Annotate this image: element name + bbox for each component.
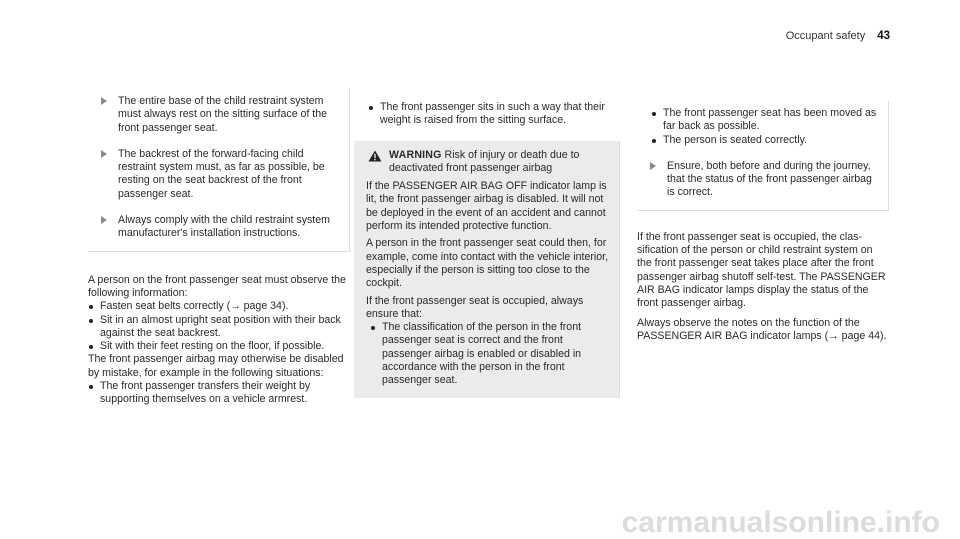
warning-triangle-icon — [368, 150, 382, 162]
warning-paragraph: A person in the front passenger seat could then, for example, come into contact with the vehicle interior, especially if the person is sitting too close to the cockpit. — [366, 237, 609, 290]
warning-title: Risk of injury or death due to deactivated front passenger airbag — [389, 148, 580, 174]
intro-paragraph: A person on the front passenger seat must observe the following information: — [88, 273, 346, 299]
warning-bullet-list — [366, 321, 609, 387]
instruction-steps — [88, 88, 350, 252]
list-item: The person is seated correctly. — [651, 134, 878, 147]
warning-heading — [366, 149, 609, 176]
step-item — [88, 95, 339, 135]
step-item — [88, 148, 339, 201]
list-item: The front passenger seat has been moved as far back as possible. — [651, 107, 878, 134]
warning-body — [366, 180, 609, 387]
bullet-list — [354, 101, 620, 128]
bullet-list — [88, 300, 350, 353]
step-arrow-icon — [101, 216, 107, 224]
list-item: The front passenger sits in such a way that their weight is raised from the sitting surface. — [368, 101, 620, 128]
paragraph: Always observe the notes on the function of the PASSENGER AIR BAG indicator lamps (→ page 44). — [637, 316, 887, 342]
step-item — [88, 214, 339, 241]
warning-keyword: WARNING — [389, 148, 442, 161]
section-title: Occupant safety — [785, 30, 866, 42]
step-text: The backrest of the forward-facing child restraint system must, as far as possible, be resting on the seat backrest of the front passenger seat. — [118, 147, 325, 200]
step-text: Ensure, both before and during the journey, that the status of the front passenger airbag is correct. — [667, 159, 872, 199]
step-text: The entire base of the child restraint system must always rest on the sitting surface of the front passenger seat. — [118, 95, 328, 134]
warning-paragraph: If the front passenger seat is occupied, always ensure that: — [366, 294, 584, 320]
warning-box — [354, 141, 620, 398]
paragraph: If the front passenger seat is occupied, the classification of the person or child restraint system on the front passenger seat takes place after the front passenger airbag shutoff self-test. The PASSENGER AIR BAG indicator lamps display the status of the front passenger airbag. — [637, 230, 886, 310]
step-arrow-icon — [650, 162, 656, 170]
page-header — [700, 30, 890, 43]
step-arrow-icon — [101, 97, 107, 105]
paragraph: The front passenger airbag may otherwise be disabled by mistake, for example in the following situations: — [88, 353, 344, 379]
column-3 — [637, 101, 889, 343]
list-item: Sit in an almost upright seat position with their back against the seat backrest. — [88, 314, 350, 341]
step-item — [637, 160, 878, 200]
watermark: carmanualsonline.info — [621, 505, 940, 539]
list-item: The classification of the person in the front passenger seat is correct and the front passenger airbag is enabled or disabled in accordance with the person in the front passenger seat. — [370, 321, 609, 387]
bullet-list — [88, 380, 350, 407]
continued-steps — [637, 101, 889, 211]
step-arrow-icon — [101, 150, 107, 158]
page-number: 43 — [877, 30, 890, 42]
list-item: The front passenger transfers their weight by supporting themselves on a vehicle armrest. — [88, 380, 350, 407]
step-text: Always comply with the child restraint system manufacturer's installation instructions. — [118, 214, 330, 240]
column-1 — [88, 88, 350, 407]
column-2 — [354, 101, 620, 398]
bullet-list — [637, 107, 878, 147]
list-item: Sit with their feet resting on the floor, if possible. — [88, 340, 350, 353]
list-item: Fasten seat belts correctly (→ page 34). — [88, 300, 350, 313]
warning-paragraph: If the PASSENGER AIR BAG OFF indicator lamp is lit, the front passenger airbag is disabled. It will not be deployed in the event of an accident and cannot perform its intended protective function. — [366, 180, 607, 233]
